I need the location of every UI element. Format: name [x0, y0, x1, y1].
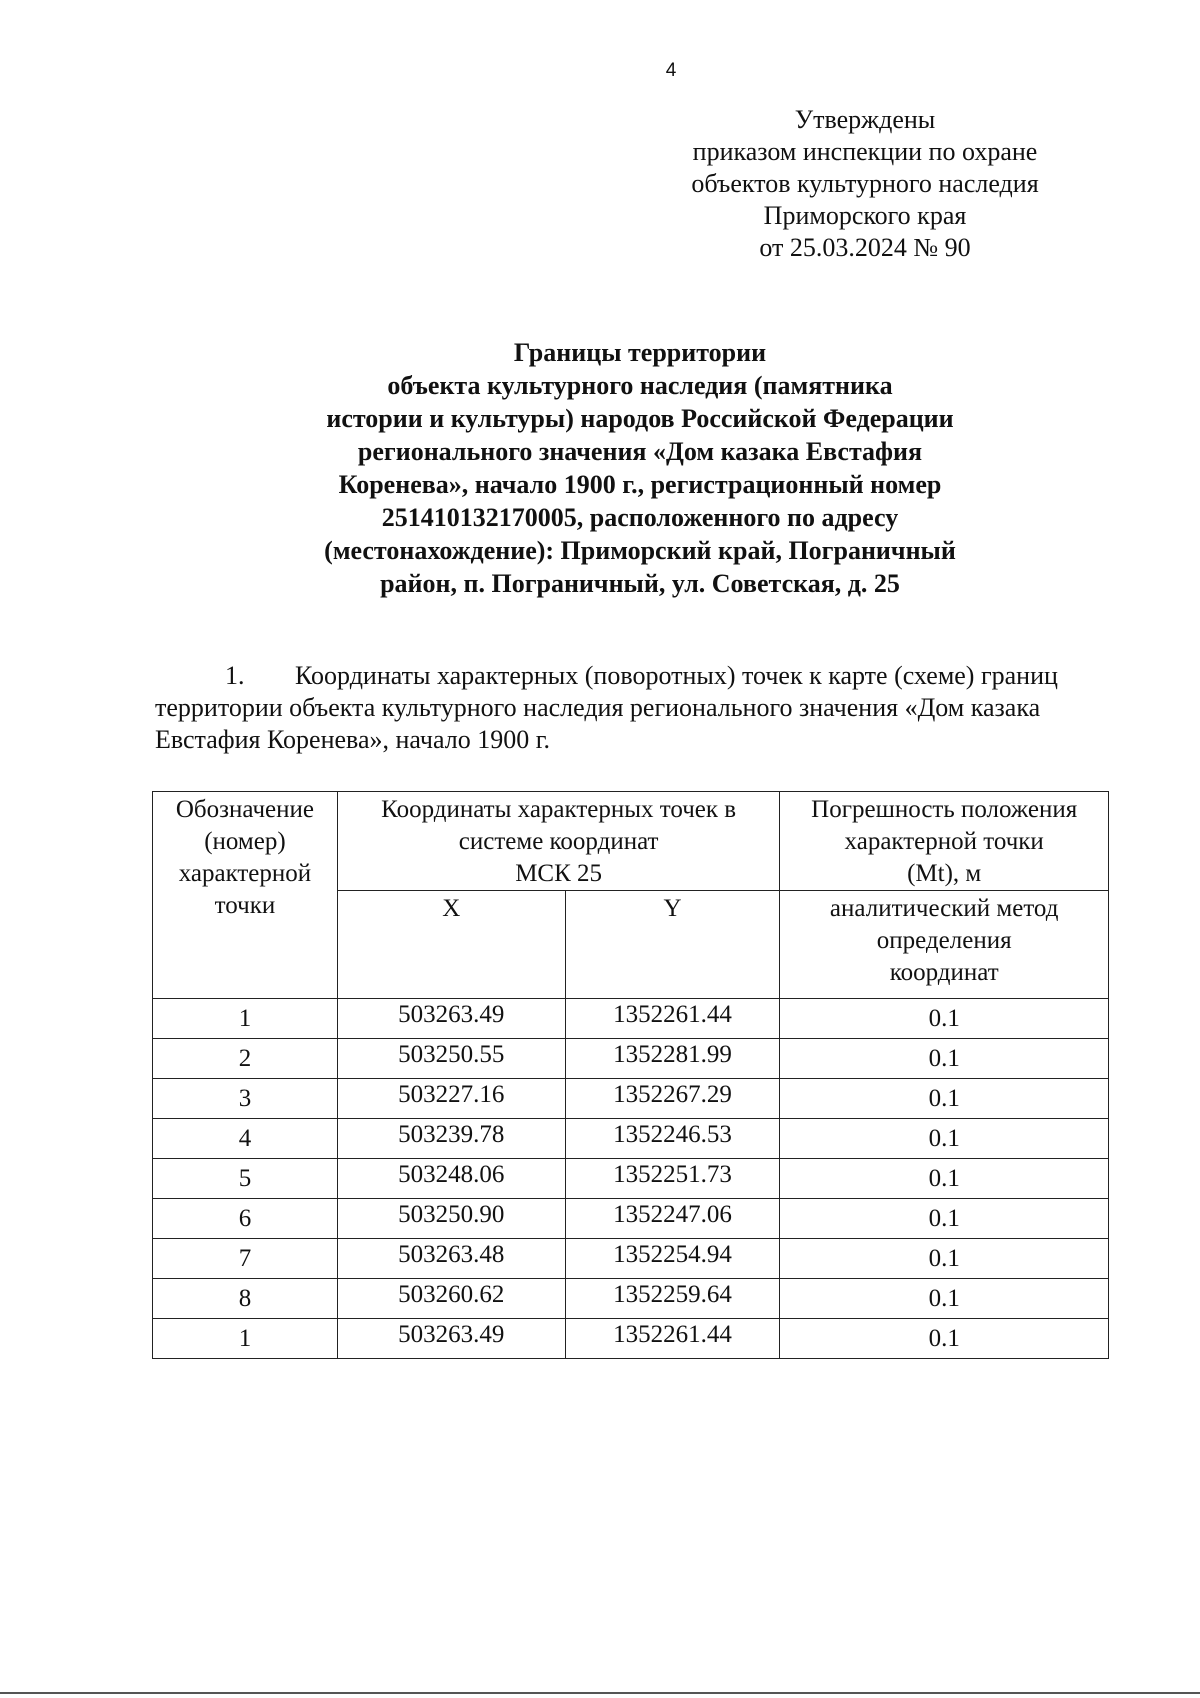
- header-text: МСК 25: [515, 860, 603, 887]
- header-text: определения: [876, 927, 1012, 954]
- cell-point: 8: [153, 1279, 338, 1319]
- intro-line: [155, 660, 1135, 692]
- title-line: Коренева», начало 1900 г., регистрационный номер: [338, 470, 942, 499]
- table-row: [153, 1199, 1109, 1239]
- approval-line: Утверждены: [794, 105, 936, 134]
- header-x: X: [337, 891, 565, 999]
- title-line: 251410132170005, расположенного по адресу: [381, 503, 899, 532]
- title-line: объекта культурного наследия (памятника: [387, 371, 893, 400]
- coordinates-table: [152, 791, 1109, 1359]
- header-text: системе координат: [458, 828, 659, 855]
- scan-edge-line: [0, 1692, 1200, 1694]
- intro-paragraph: [155, 660, 1135, 756]
- cell-point: 1: [153, 1319, 338, 1359]
- cell-x: 503263.49: [337, 1319, 565, 1359]
- table-row: [153, 1239, 1109, 1279]
- cell-point: 4: [153, 1119, 338, 1159]
- cell-x: 503239.78: [337, 1119, 565, 1159]
- table-row: [153, 1159, 1109, 1199]
- header-error: [780, 792, 1109, 891]
- cell-x: 503263.48: [337, 1239, 565, 1279]
- header-text: (Mt), м: [907, 860, 982, 887]
- cell-mt: 0.1: [780, 1199, 1109, 1239]
- header-text: характерной точки: [844, 828, 1044, 855]
- header-text: точки: [214, 892, 276, 919]
- intro-line: Евстафия Коренева», начало 1900 г.: [155, 725, 550, 754]
- cell-point: 5: [153, 1159, 338, 1199]
- cell-x: 503260.62: [337, 1279, 565, 1319]
- approval-block: [650, 104, 1080, 264]
- cell-y: 1352259.64: [565, 1279, 780, 1319]
- cell-point: 7: [153, 1239, 338, 1279]
- document-title: [160, 336, 1120, 600]
- cell-x: 503250.90: [337, 1199, 565, 1239]
- header-text: (номер): [204, 828, 286, 855]
- cell-x: 503227.16: [337, 1079, 565, 1119]
- approval-line: объектов культурного наследия: [691, 169, 1039, 198]
- intro-text: Координаты характерных (поворотных) точек к карте (схеме) границ: [295, 661, 1058, 690]
- cell-y: 1352267.29: [565, 1079, 780, 1119]
- cell-x: 503250.55: [337, 1039, 565, 1079]
- header-method: [780, 891, 1109, 999]
- cell-y: 1352254.94: [565, 1239, 780, 1279]
- approval-line: приказом инспекции по охране: [692, 137, 1038, 166]
- header-text: характерной: [178, 860, 312, 887]
- title-line: истории и культуры) народов Российской Федерации: [326, 404, 954, 433]
- cell-point: 6: [153, 1199, 338, 1239]
- intro-line: территории объекта культурного наследия регионального значения «Дом казака: [155, 693, 1041, 722]
- cell-y: 1352261.44: [565, 999, 780, 1039]
- cell-mt: 0.1: [780, 1279, 1109, 1319]
- cell-point: 2: [153, 1039, 338, 1079]
- table-row: [153, 999, 1109, 1039]
- cell-mt: 0.1: [780, 1079, 1109, 1119]
- cell-point: 3: [153, 1079, 338, 1119]
- title-line: (местонахождение): Приморский край, Пограничный: [324, 536, 956, 565]
- title-line: район, п. Пограничный, ул. Советская, д. 25: [380, 569, 900, 598]
- header-coordinates: [337, 792, 779, 891]
- paragraph-number: 1.: [225, 661, 245, 690]
- title-line: Границы территории: [513, 338, 767, 367]
- table-row: [153, 1079, 1109, 1119]
- cell-x: 503263.49: [337, 999, 565, 1039]
- cell-y: 1352261.44: [565, 1319, 780, 1359]
- table-row: [153, 1119, 1109, 1159]
- table-row: [153, 1319, 1109, 1359]
- page-number: 4: [665, 60, 677, 81]
- header-text: Координаты характерных точек в: [381, 796, 737, 823]
- approval-line: от 25.03.2024 № 90: [759, 233, 971, 262]
- cell-y: 1352281.99: [565, 1039, 780, 1079]
- cell-mt: 0.1: [780, 999, 1109, 1039]
- cell-mt: 0.1: [780, 1239, 1109, 1279]
- approval-line: Приморского края: [763, 201, 967, 230]
- cell-y: 1352247.06: [565, 1199, 780, 1239]
- header-text: Обозначение: [175, 796, 315, 823]
- header-text: координат: [889, 959, 999, 986]
- cell-mt: 0.1: [780, 1159, 1109, 1199]
- cell-x: 503248.06: [337, 1159, 565, 1199]
- header-text: Погрешность положения: [811, 796, 1078, 823]
- cell-y: 1352246.53: [565, 1119, 780, 1159]
- table-row: [153, 1039, 1109, 1079]
- header-point-number: [153, 792, 338, 999]
- cell-point: 1: [153, 999, 338, 1039]
- table-row: [153, 1279, 1109, 1319]
- title-line: регионального значения «Дом казака Евстафия: [357, 437, 923, 466]
- cell-y: 1352251.73: [565, 1159, 780, 1199]
- cell-mt: 0.1: [780, 1319, 1109, 1359]
- cell-mt: 0.1: [780, 1119, 1109, 1159]
- header-y: Y: [565, 891, 780, 999]
- header-text: аналитический метод: [829, 895, 1059, 922]
- cell-mt: 0.1: [780, 1039, 1109, 1079]
